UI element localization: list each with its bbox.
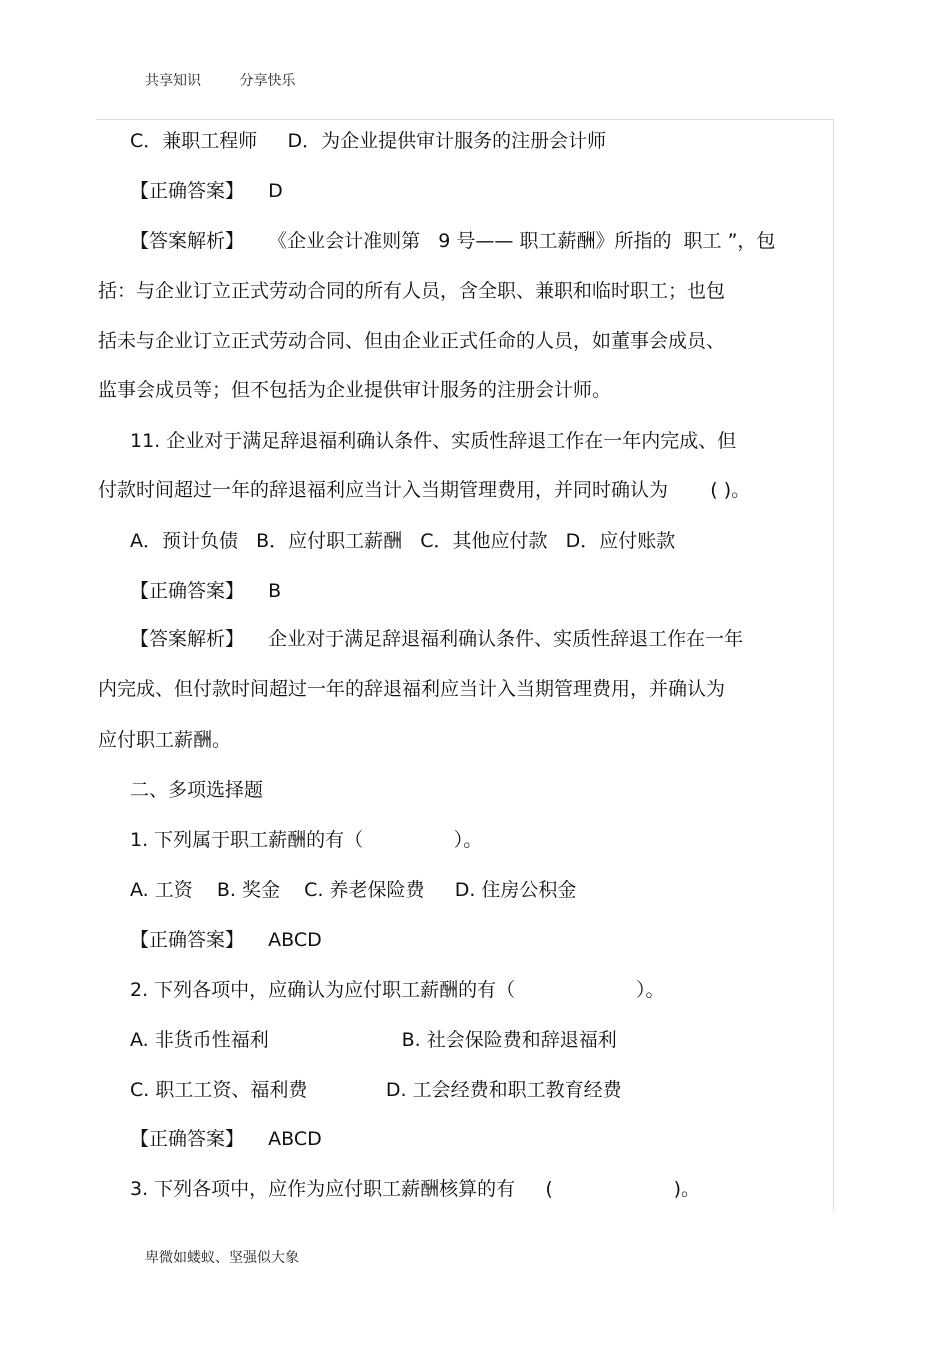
question-text: 2. 下列各项中，应确认为应付职工薪酬的有（ ）。 (130, 979, 665, 1001)
text-line: 【正确答案】 ABCD (130, 929, 322, 951)
page-header (145, 70, 329, 90)
text-line: A．预计负债 B．应付职工薪酬 C．其他应付款 D．应付账款 (130, 530, 676, 552)
question-text: 3. 下列各项中，应作为应付职工薪酬核算的有 ( )。 (130, 1178, 700, 1200)
header-left-text: 共享知识 (145, 73, 201, 89)
text-line: 11. 企业对于满足辞退福利确认条件、实质性辞退工作在一年内完成、但 (130, 430, 737, 452)
section-heading: 二、多项选择题 (130, 779, 264, 801)
text-line: A. 工资 B. 奖金 C. 养老保险费 D. 住房公积金 (130, 879, 577, 901)
text-line: 【正确答案】 ABCD (130, 1128, 322, 1150)
page-frame-right-border (833, 119, 834, 1211)
text-line: 【答案解析】 《企业会计准则第 9 号—— 职工薪酬》所指的 职工 ”，包 (130, 230, 776, 252)
text-line: 括：与企业订立正式劳动合同的所有人员，含全职、兼职和临时职工；也包 (98, 280, 726, 302)
text-line: 括未与企业订立正式劳动合同、但由企业正式任命的人员，如董事会成员、 (98, 330, 726, 352)
text-line: 【正确答案】 D (130, 180, 283, 202)
text-line: C. 职工工资、福利费 D. 工会经费和职工教育经费 (130, 1079, 622, 1101)
question-text: 1. 下列属于职工薪酬的有（ ）。 (130, 829, 483, 851)
header-right-text: 分享快乐 (239, 73, 296, 89)
text-line: A. 非货币性福利 B. 社会保险费和辞退福利 (130, 1029, 617, 1051)
text-line: 付款时间超过一年的辞退福利应当计入当期管理费用，并同时确认为 ( )。 (98, 479, 751, 501)
text-line: 内完成、但付款时间超过一年的辞退福利应当计入当期管理费用，并确认为 (98, 678, 726, 700)
text-line: 【正确答案】 B (130, 580, 282, 602)
text-line: 应付职工薪酬。 (98, 729, 232, 751)
page-footer: 卑微如蝼蚁、坚强似大象 (145, 1250, 299, 1266)
page-frame-top-border (96, 119, 834, 120)
text-line: 监事会成员等；但不包括为企业提供审计服务的注册会计师。 (98, 379, 612, 401)
text-line: C．兼职工程师 D．为企业提供审计服务的注册会计师 (130, 130, 607, 152)
text-line: 【答案解析】 企业对于满足辞退福利确认条件、实质性辞退工作在一年 (130, 628, 744, 650)
